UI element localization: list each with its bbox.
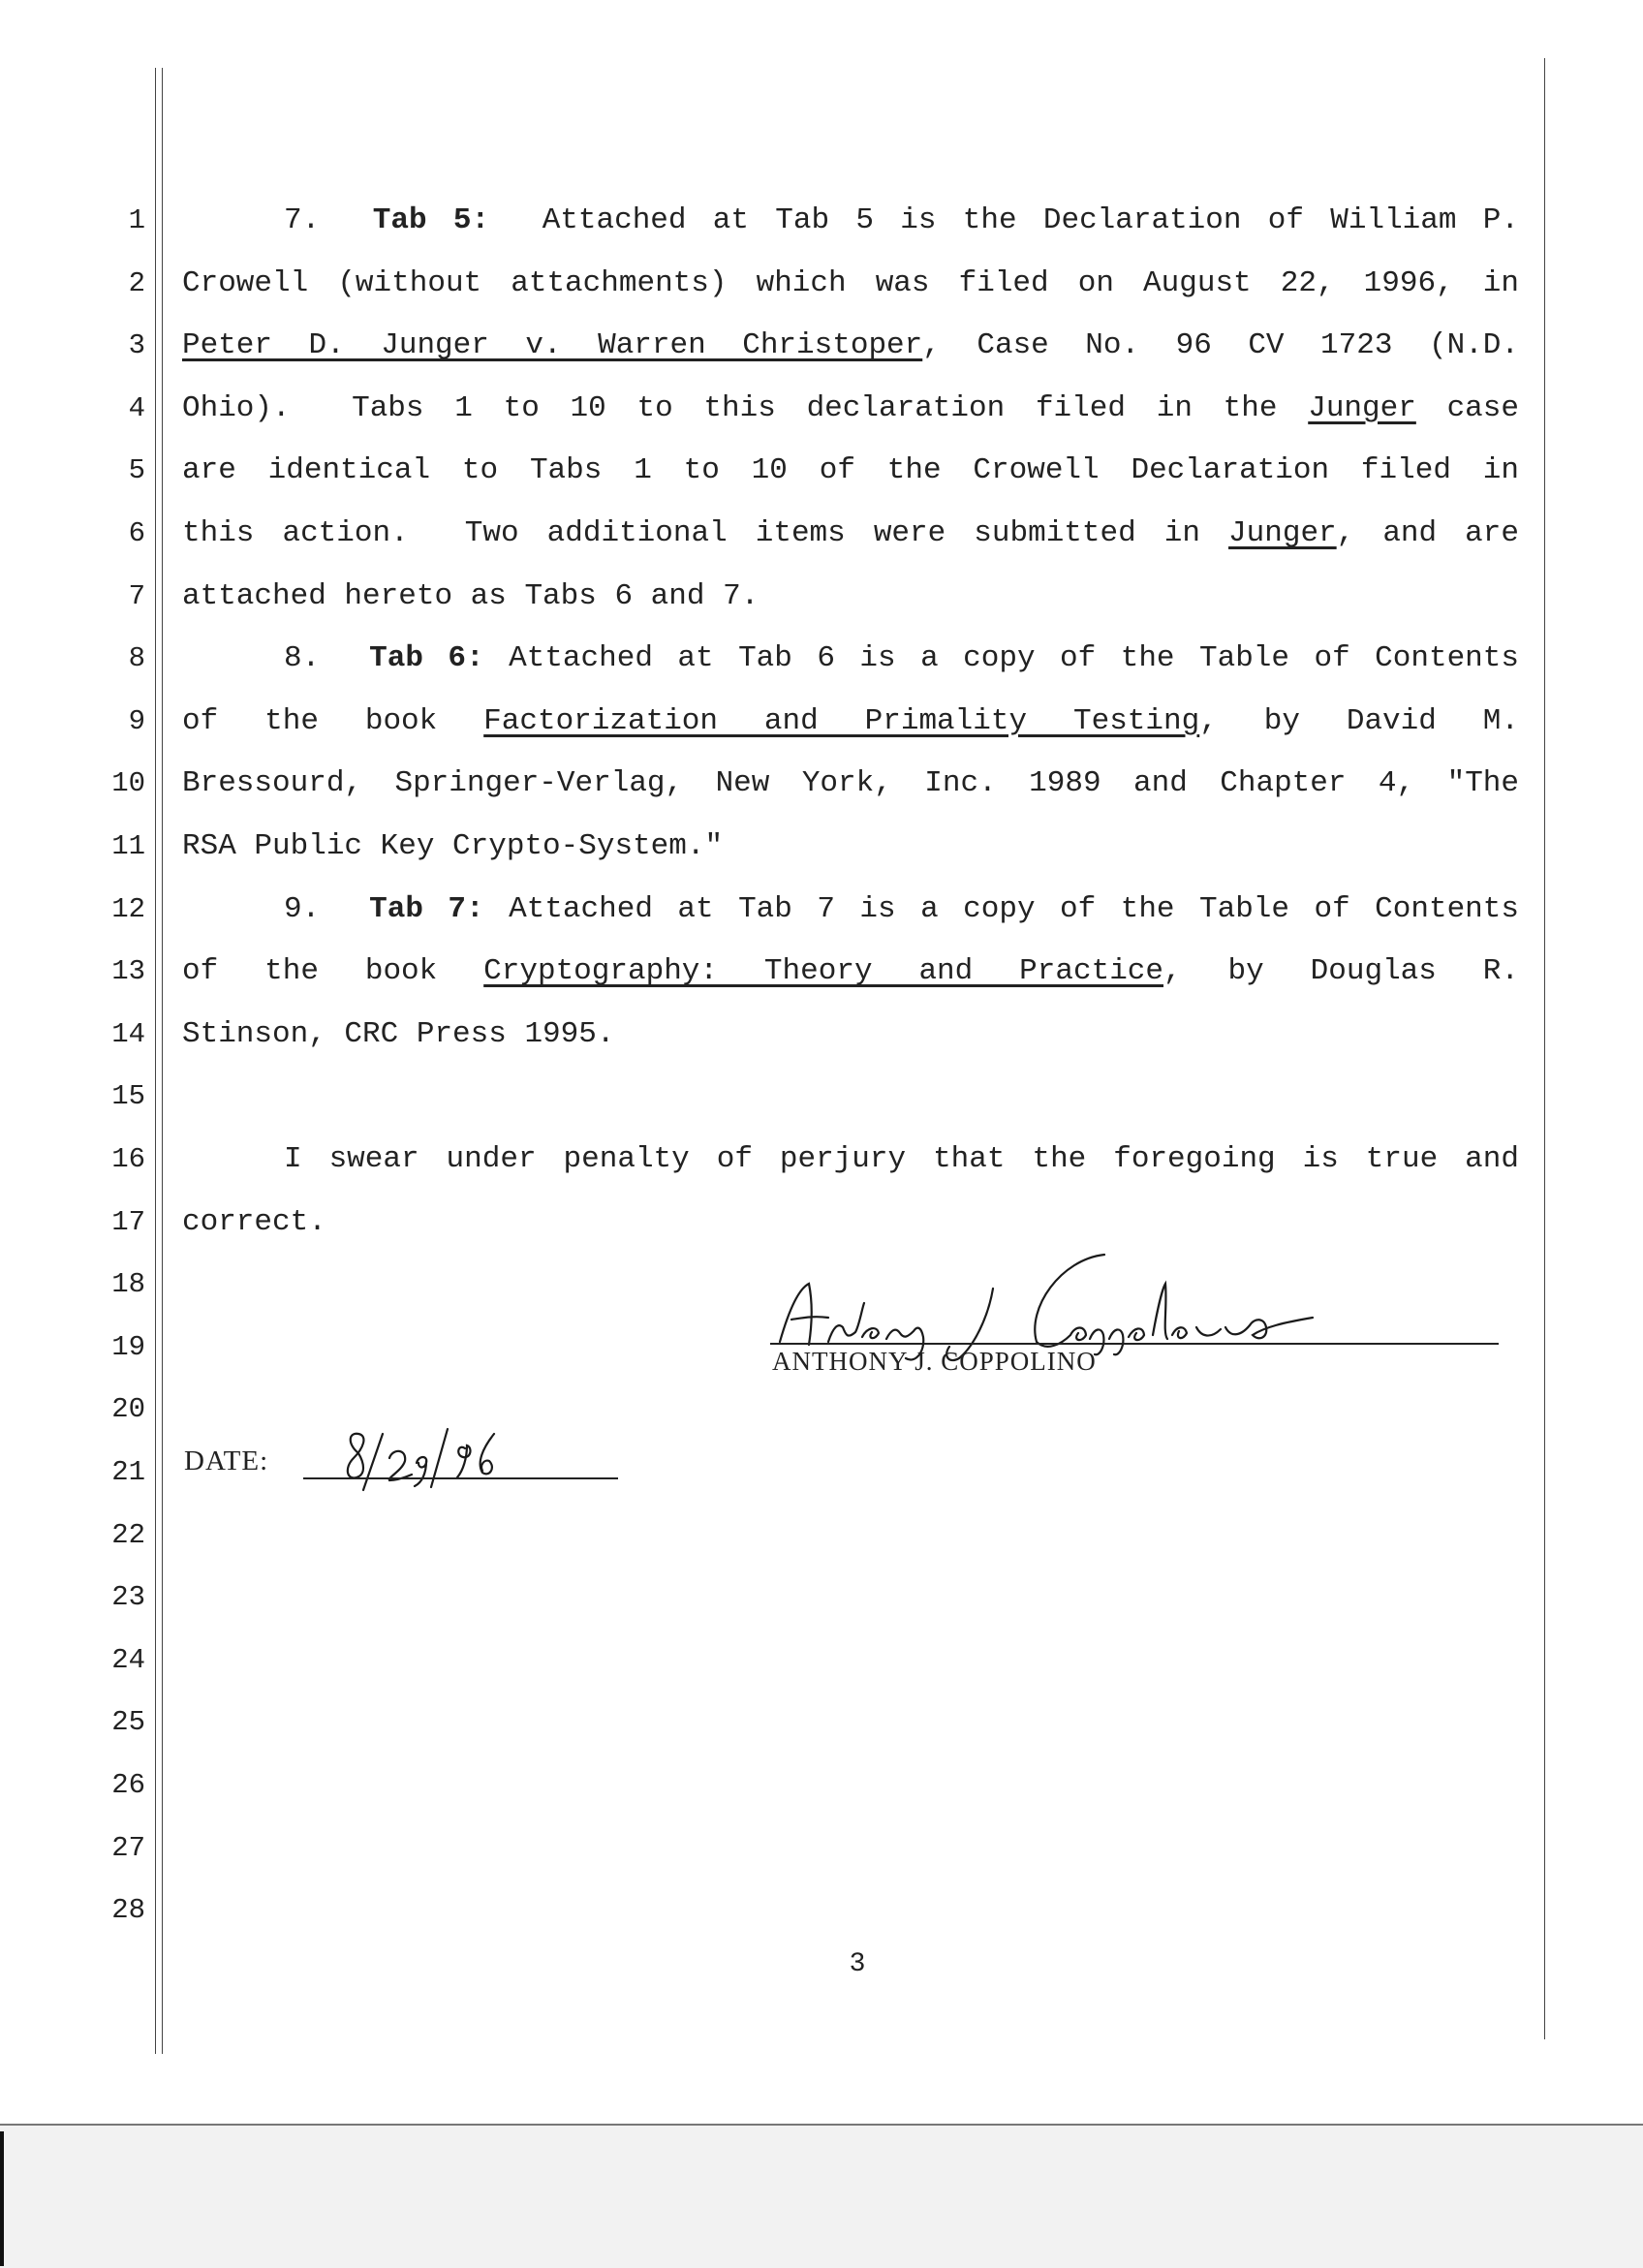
text-line	[182, 691, 1519, 754]
text-segment: Attached at Tab 5 is the Declaration of William P.	[542, 203, 1519, 237]
paragraph-number: 9.	[284, 891, 321, 926]
date-label: DATE:	[184, 1445, 269, 1476]
text-line	[182, 1129, 1519, 1192]
line-number: 27	[111, 1831, 145, 1864]
signatory-name: ANTHONY J. COPPOLINO	[772, 1347, 1097, 1376]
line-number: 8	[128, 642, 145, 675]
text-line	[182, 378, 1519, 441]
line-number: 18	[111, 1268, 145, 1301]
signature-block	[770, 1250, 1502, 1395]
line-number: 26	[111, 1769, 145, 1801]
oath-text: I swear under penalty of perjury that the foregoing is true and	[284, 1142, 1519, 1176]
margin-rule-left-inner	[162, 68, 163, 2054]
paragraph-number: 7.	[284, 203, 321, 237]
scan-background	[0, 2124, 1643, 2268]
text-line: Bressourd, Springer-Verlag, New York, Inc. 1989 and Chapter 4, "The	[182, 766, 1519, 801]
book-title: Cryptography: Theory and Practice	[483, 954, 1164, 989]
text-segment: , and are	[1336, 516, 1519, 550]
text-line: Crowell (without attachments) which was filed on August 22, 1996, in	[182, 265, 1519, 300]
line-number: 9	[128, 704, 145, 737]
text-segment: Ohio). Tabs 1 to 10 to this declaration filed in the	[182, 390, 1309, 425]
paragraph-number: 8.	[284, 641, 321, 676]
case-name: Junger	[1228, 516, 1337, 550]
line-number: 1	[128, 204, 145, 236]
signature-line	[770, 1343, 1499, 1345]
text-line	[182, 941, 1519, 1004]
line-number: 4	[128, 391, 145, 424]
book-title: Factorization and Primality Testing	[483, 703, 1200, 738]
case-name: Junger	[1308, 390, 1416, 425]
line-number: 20	[111, 1393, 145, 1426]
handwritten-date	[329, 1424, 562, 1492]
text-segment: this action. Two additional items were submitted in	[182, 516, 1229, 550]
tab-heading: Tab 5:	[372, 203, 490, 237]
line-number: 10	[111, 767, 145, 800]
line-number: 6	[128, 517, 145, 549]
text-line: RSA Public Key Crypto-System."	[182, 829, 724, 863]
text-line	[182, 628, 1519, 691]
case-citation: Peter D. Junger v. Warren Christoper	[182, 328, 923, 363]
line-number: 28	[111, 1894, 145, 1927]
text-segment: of the book	[182, 954, 484, 989]
text-line	[182, 503, 1519, 566]
page-number: 3	[849, 1949, 866, 1979]
tab-heading: Tab 7:	[369, 891, 484, 926]
line-number: 19	[111, 1330, 145, 1363]
line-number: 23	[111, 1581, 145, 1614]
line-number: 5	[128, 454, 145, 487]
text-segment: Attached at Tab 7 is a copy of the Table of Contents	[483, 891, 1519, 926]
line-number: 12	[111, 892, 145, 925]
tab-heading: Tab 6:	[369, 641, 484, 676]
text-line	[182, 879, 1519, 942]
line-number: 25	[111, 1706, 145, 1739]
text-segment: , by David M.	[1199, 703, 1519, 738]
scan-edge	[0, 2131, 4, 2266]
line-number: 3	[128, 329, 145, 362]
margin-rule-right	[1544, 58, 1545, 2039]
text-line: are identical to Tabs 1 to 10 of the Crowell Declaration filed in	[182, 453, 1519, 488]
line-number: 21	[111, 1456, 145, 1488]
line-number: 16	[111, 1143, 145, 1175]
line-number: 14	[111, 1017, 145, 1050]
text-segment: case	[1415, 390, 1519, 425]
text-segment: of the book	[182, 703, 484, 738]
text-segment: , by Douglas R.	[1163, 954, 1519, 989]
text-segment: Attached at Tab 6 is a copy of the Table of Contents	[483, 641, 1519, 676]
line-number: 7	[128, 579, 145, 612]
line-number: 24	[111, 1643, 145, 1676]
text-line: attached hereto as Tabs 6 and 7.	[182, 578, 760, 613]
line-number: 11	[111, 830, 145, 862]
line-number: 17	[111, 1205, 145, 1238]
text-line	[182, 315, 1519, 378]
line-number: 13	[111, 955, 145, 988]
line-number: 22	[111, 1518, 145, 1551]
margin-rule-left-outer	[155, 68, 156, 2054]
line-number: 2	[128, 266, 145, 299]
date-line	[303, 1477, 618, 1479]
text-segment: , Case No. 96 CV 1723 (N.D.	[922, 328, 1519, 363]
text-line: correct.	[182, 1204, 326, 1239]
text-line: Stinson, CRC Press 1995.	[182, 1016, 615, 1051]
line-number: 15	[111, 1080, 145, 1113]
text-line	[182, 190, 1519, 253]
